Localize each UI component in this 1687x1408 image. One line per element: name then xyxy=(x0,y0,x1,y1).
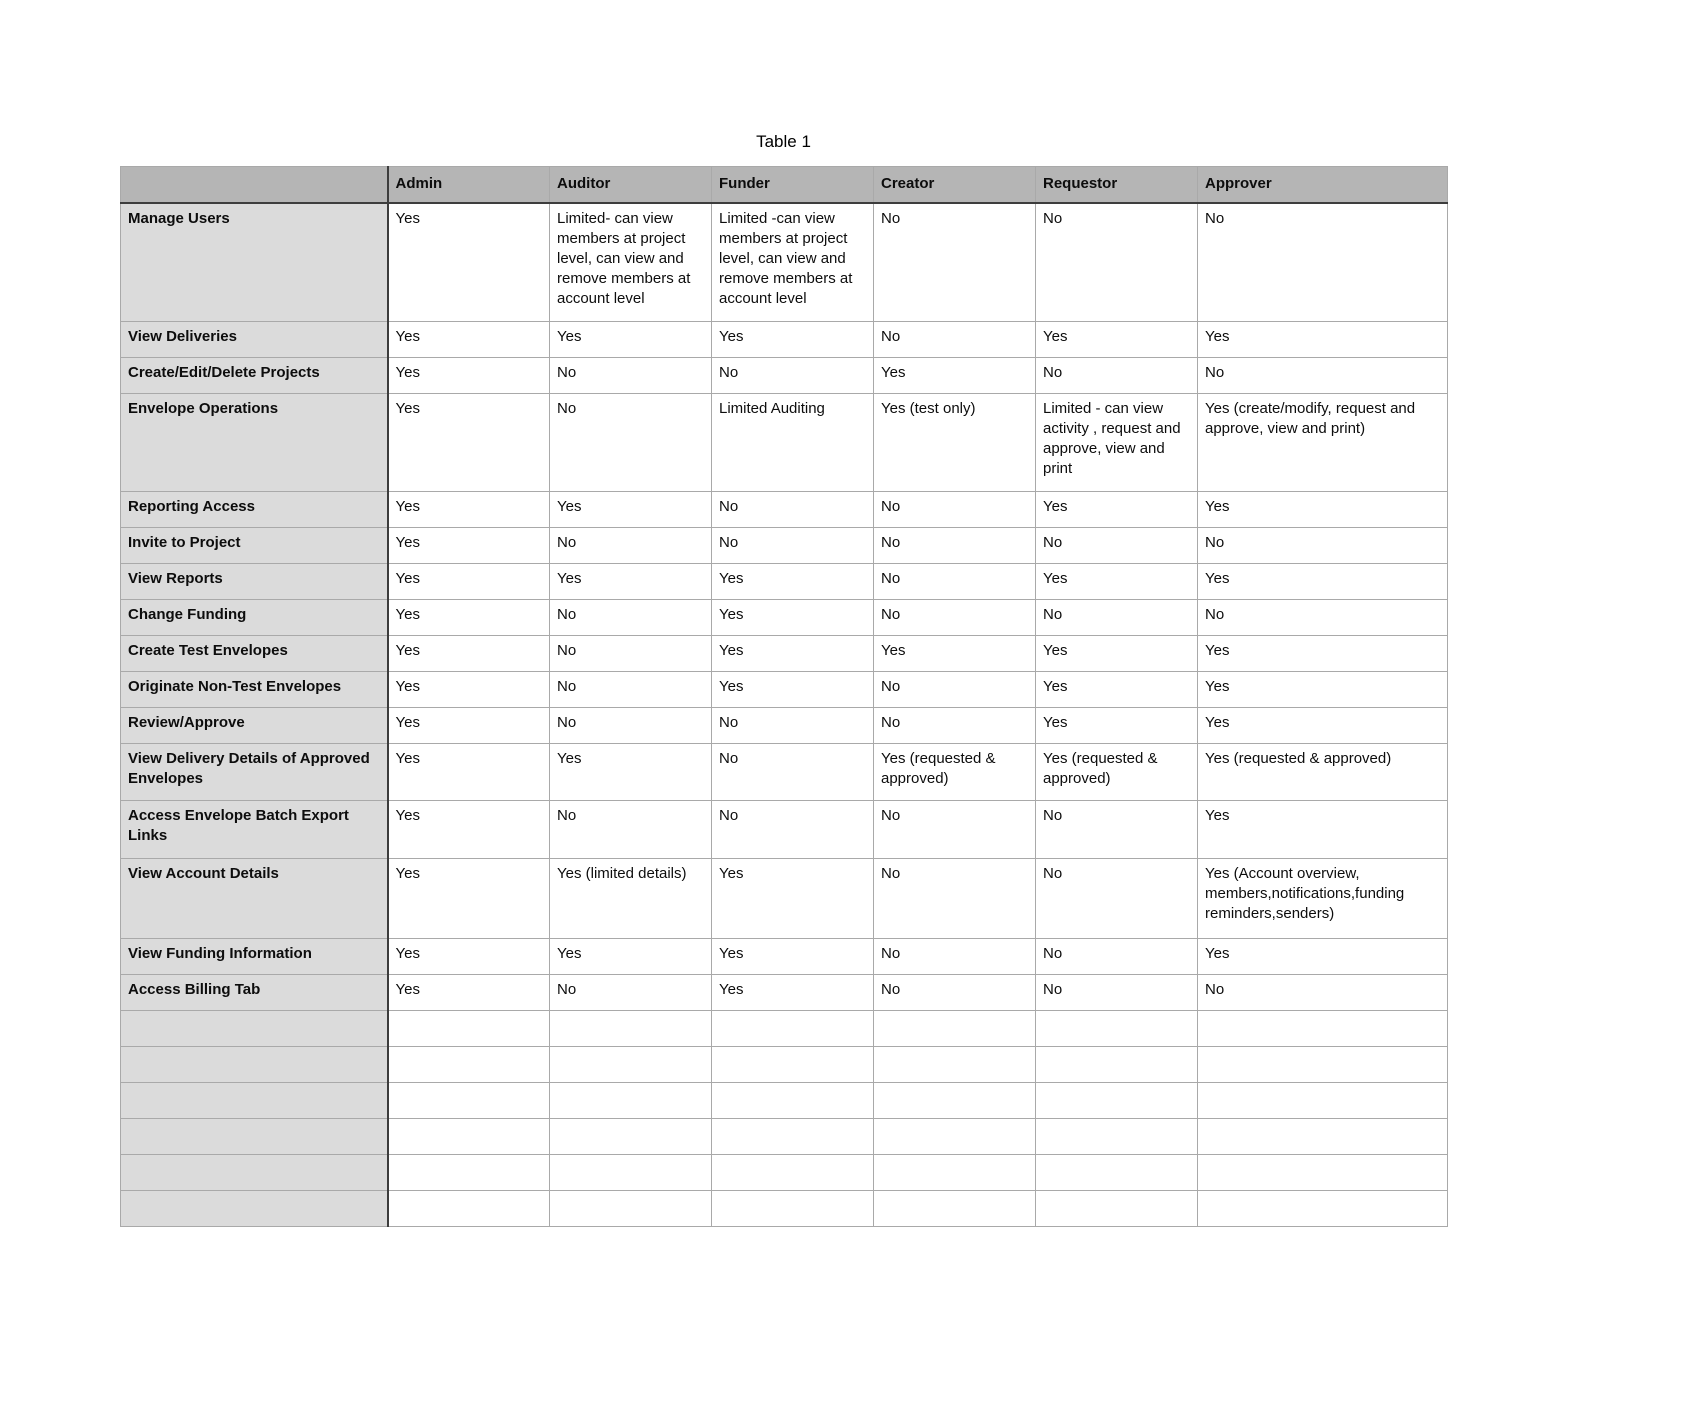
empty-row-label-cell xyxy=(121,1083,388,1119)
table-cell: Yes (test only) xyxy=(874,394,1036,492)
table-cell: Yes xyxy=(388,975,550,1011)
table-cell: Yes (Account overview, members,notifications,funding reminders,senders) xyxy=(1198,859,1448,939)
table-cell: No xyxy=(874,975,1036,1011)
row-label: Manage Users xyxy=(121,203,388,322)
empty-row-label-cell xyxy=(121,1191,388,1227)
table-cell: Yes xyxy=(388,394,550,492)
table-cell: No xyxy=(1198,203,1448,322)
table-cell: Limited- can view members at project level, can view and remove members at account level xyxy=(550,203,712,322)
table-row xyxy=(121,708,1448,744)
empty-row-label-cell xyxy=(121,1047,388,1083)
table-cell: Yes xyxy=(1198,636,1448,672)
table-cell: Yes xyxy=(550,744,712,801)
column-header-funder: Funder xyxy=(712,167,874,203)
table-row xyxy=(121,322,1448,358)
empty-row xyxy=(121,1011,1448,1047)
table-row xyxy=(121,203,1448,322)
table-cell: Yes xyxy=(388,859,550,939)
table-cell: No xyxy=(874,322,1036,358)
table-row xyxy=(121,394,1448,492)
table-cell: Yes xyxy=(388,564,550,600)
table-cell: Yes xyxy=(1198,939,1448,975)
empty-cell xyxy=(874,1083,1036,1119)
table-cell: No xyxy=(1198,528,1448,564)
table-cell: No xyxy=(1036,203,1198,322)
empty-cell xyxy=(712,1155,874,1191)
table-cell: No xyxy=(712,708,874,744)
table-cell: No xyxy=(874,600,1036,636)
empty-row xyxy=(121,1047,1448,1083)
empty-cell xyxy=(550,1083,712,1119)
table-cell: Yes xyxy=(388,492,550,528)
table-cell: No xyxy=(1198,358,1448,394)
table-cell: Yes xyxy=(550,492,712,528)
table-cell: Yes xyxy=(388,636,550,672)
table-cell: No xyxy=(1036,600,1198,636)
table-cell: Yes xyxy=(712,600,874,636)
table-cell: No xyxy=(712,801,874,859)
header-row xyxy=(121,167,1448,203)
table-cell: No xyxy=(550,394,712,492)
empty-row-label-cell xyxy=(121,1119,388,1155)
empty-cell xyxy=(1198,1191,1448,1227)
row-label: Create Test Envelopes xyxy=(121,636,388,672)
table-cell: Yes xyxy=(874,358,1036,394)
empty-cell xyxy=(550,1047,712,1083)
table-cell: Yes xyxy=(388,939,550,975)
row-label: Change Funding xyxy=(121,600,388,636)
empty-cell xyxy=(550,1191,712,1227)
table-cell: Yes xyxy=(1198,672,1448,708)
row-label: Envelope Operations xyxy=(121,394,388,492)
empty-cell xyxy=(1198,1011,1448,1047)
row-label: View Reports xyxy=(121,564,388,600)
row-label: View Funding Information xyxy=(121,939,388,975)
table-cell: No xyxy=(1198,600,1448,636)
column-header-auditor: Auditor xyxy=(550,167,712,203)
table-cell: No xyxy=(712,744,874,801)
table-cell: Yes xyxy=(1198,801,1448,859)
table-cell: No xyxy=(550,708,712,744)
table-cell: No xyxy=(874,939,1036,975)
table-body xyxy=(121,203,1448,1227)
table-cell: Yes xyxy=(388,528,550,564)
table-cell: No xyxy=(1198,975,1448,1011)
row-label: Reporting Access xyxy=(121,492,388,528)
table-cell: Yes xyxy=(388,203,550,322)
empty-cell xyxy=(874,1155,1036,1191)
table-cell: Yes xyxy=(1036,708,1198,744)
table-cell: No xyxy=(874,672,1036,708)
empty-cell xyxy=(874,1119,1036,1155)
empty-row xyxy=(121,1083,1448,1119)
permissions-table xyxy=(120,166,1448,1227)
column-header-creator: Creator xyxy=(874,167,1036,203)
table-cell: No xyxy=(874,528,1036,564)
table-cell: Yes xyxy=(712,564,874,600)
table-cell: Yes xyxy=(388,358,550,394)
empty-cell xyxy=(712,1083,874,1119)
table-cell: No xyxy=(550,600,712,636)
table-cell: No xyxy=(874,708,1036,744)
table-cell: Yes xyxy=(712,322,874,358)
table-cell: Yes xyxy=(712,636,874,672)
table-cell: Yes xyxy=(1198,492,1448,528)
table-cell: Yes xyxy=(1036,492,1198,528)
table-cell: Yes xyxy=(1198,708,1448,744)
table-cell: Yes xyxy=(388,801,550,859)
table-cell: No xyxy=(550,358,712,394)
table-cell: No xyxy=(550,975,712,1011)
corner-header-cell xyxy=(121,167,388,203)
table-cell: Yes xyxy=(712,672,874,708)
table-cell: No xyxy=(874,203,1036,322)
empty-cell xyxy=(388,1119,550,1155)
empty-cell xyxy=(874,1047,1036,1083)
table-cell: Yes (requested & approved) xyxy=(1198,744,1448,801)
table-cell: Yes xyxy=(712,975,874,1011)
row-label: Originate Non-Test Envelopes xyxy=(121,672,388,708)
empty-cell xyxy=(550,1011,712,1047)
table-cell: No xyxy=(550,801,712,859)
table-cell: Yes (requested & approved) xyxy=(1036,744,1198,801)
empty-cell xyxy=(388,1155,550,1191)
empty-cell xyxy=(1036,1119,1198,1155)
row-label: Invite to Project xyxy=(121,528,388,564)
table-cell: Yes xyxy=(1198,564,1448,600)
empty-cell xyxy=(1036,1011,1198,1047)
table-cell: Yes xyxy=(874,636,1036,672)
row-label: View Deliveries xyxy=(121,322,388,358)
table-cell: No xyxy=(1036,358,1198,394)
table-cell: No xyxy=(550,528,712,564)
table-row xyxy=(121,859,1448,939)
empty-cell xyxy=(1198,1047,1448,1083)
empty-cell xyxy=(712,1191,874,1227)
table-cell: Yes (create/modify, request and approve, view and print) xyxy=(1198,394,1448,492)
empty-cell xyxy=(1036,1155,1198,1191)
empty-cell xyxy=(388,1011,550,1047)
table-cell: Yes xyxy=(1198,322,1448,358)
table-cell: No xyxy=(712,528,874,564)
table-cell: Yes xyxy=(388,600,550,636)
table-cell: Limited -can view members at project level, can view and remove members at account level xyxy=(712,203,874,322)
table-row xyxy=(121,600,1448,636)
empty-cell xyxy=(712,1011,874,1047)
empty-cell xyxy=(1198,1119,1448,1155)
empty-row xyxy=(121,1191,1448,1227)
table-cell: No xyxy=(550,636,712,672)
row-label: Review/Approve xyxy=(121,708,388,744)
table-cell: No xyxy=(874,492,1036,528)
table-cell: No xyxy=(1036,939,1198,975)
table-cell: No xyxy=(1036,528,1198,564)
empty-cell xyxy=(388,1191,550,1227)
empty-cell xyxy=(388,1083,550,1119)
row-label: View Account Details xyxy=(121,859,388,939)
table-cell: Yes xyxy=(388,672,550,708)
row-label: Create/Edit/Delete Projects xyxy=(121,358,388,394)
table-cell: Yes xyxy=(1036,672,1198,708)
table-cell: Yes xyxy=(388,744,550,801)
table-cell: Yes xyxy=(550,322,712,358)
empty-cell xyxy=(550,1119,712,1155)
empty-cell xyxy=(388,1047,550,1083)
table-cell: No xyxy=(874,801,1036,859)
empty-cell xyxy=(1198,1155,1448,1191)
row-label: View Delivery Details of Approved Envelopes xyxy=(121,744,388,801)
table-cell: Limited Auditing xyxy=(712,394,874,492)
table-cell: Limited - can view activity , request and approve, view and print xyxy=(1036,394,1198,492)
empty-cell xyxy=(712,1047,874,1083)
table-cell: Yes xyxy=(550,939,712,975)
table-cell: No xyxy=(1036,801,1198,859)
table-cell: No xyxy=(1036,975,1198,1011)
empty-cell xyxy=(1036,1083,1198,1119)
empty-cell xyxy=(874,1011,1036,1047)
empty-cell xyxy=(1036,1047,1198,1083)
table-row xyxy=(121,801,1448,859)
empty-cell xyxy=(874,1191,1036,1227)
table-row xyxy=(121,939,1448,975)
table-cell: Yes (requested & approved) xyxy=(874,744,1036,801)
row-label: Access Envelope Batch Export Links xyxy=(121,801,388,859)
table-row xyxy=(121,744,1448,801)
table-cell: Yes xyxy=(712,859,874,939)
table-cell: Yes xyxy=(1036,636,1198,672)
table-row xyxy=(121,358,1448,394)
table-cell: Yes (limited details) xyxy=(550,859,712,939)
empty-row-label-cell xyxy=(121,1011,388,1047)
table-row xyxy=(121,975,1448,1011)
table-title: Table 1 xyxy=(756,132,811,151)
table-cell: Yes xyxy=(712,939,874,975)
table-cell: No xyxy=(550,672,712,708)
empty-cell xyxy=(550,1155,712,1191)
empty-row-label-cell xyxy=(121,1155,388,1191)
row-label: Access Billing Tab xyxy=(121,975,388,1011)
empty-row xyxy=(121,1155,1448,1191)
table-cell: No xyxy=(1036,859,1198,939)
empty-cell xyxy=(1036,1191,1198,1227)
table-cell: Yes xyxy=(1036,322,1198,358)
table-cell: Yes xyxy=(550,564,712,600)
table-row xyxy=(121,564,1448,600)
empty-cell xyxy=(1198,1083,1448,1119)
empty-cell xyxy=(712,1119,874,1155)
column-header-approver: Approver xyxy=(1198,167,1448,203)
table-cell: No xyxy=(712,492,874,528)
table-cell: Yes xyxy=(388,708,550,744)
table-cell: No xyxy=(874,564,1036,600)
table-cell: Yes xyxy=(388,322,550,358)
table-row xyxy=(121,492,1448,528)
column-header-admin: Admin xyxy=(388,167,550,203)
table-row xyxy=(121,636,1448,672)
table-cell: No xyxy=(874,859,1036,939)
column-header-requestor: Requestor xyxy=(1036,167,1198,203)
permissions-table-container xyxy=(120,166,1448,1227)
table-cell: No xyxy=(712,358,874,394)
table-row xyxy=(121,672,1448,708)
empty-row xyxy=(121,1119,1448,1155)
table-cell: Yes xyxy=(1036,564,1198,600)
table-row xyxy=(121,528,1448,564)
